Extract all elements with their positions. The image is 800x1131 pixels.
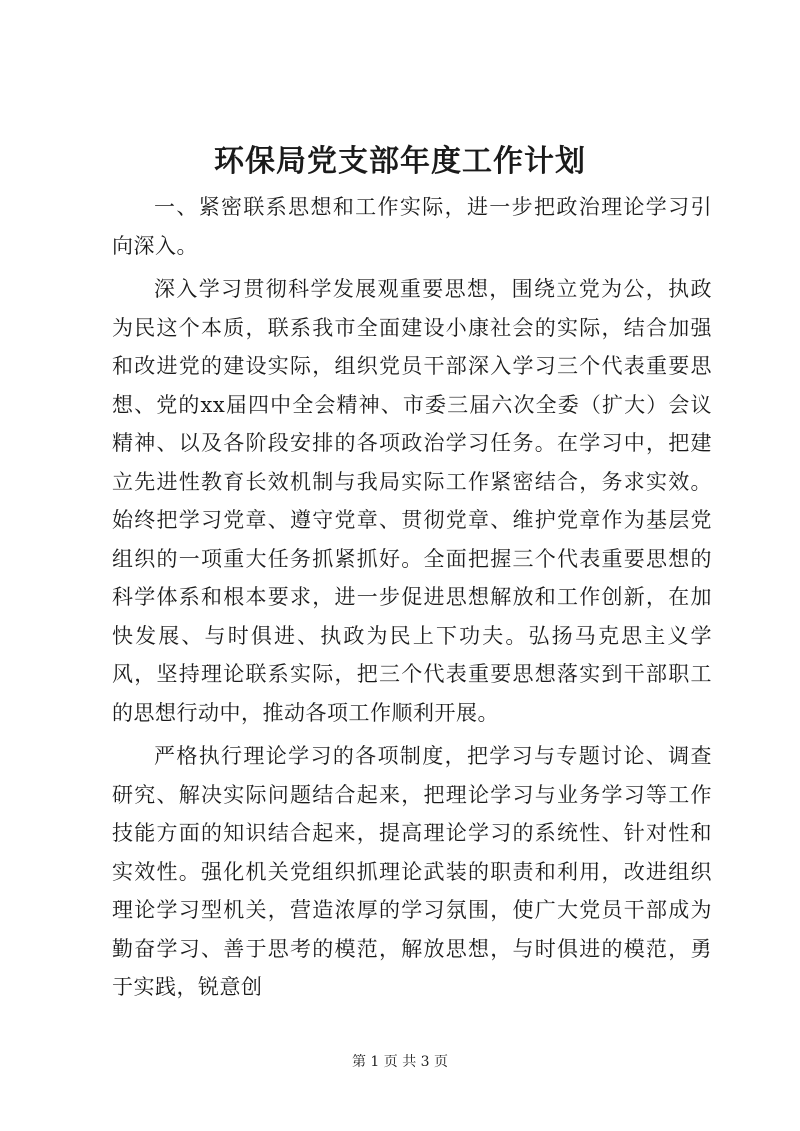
page-footer: 第 1 页 共 3 页 [351, 1054, 449, 1070]
paragraph-study-content: 深入学习贯彻科学发展观重要思想，围绕立党为公，执政为民这个本质，联系我市全面建设小康社会的实际，结合加强和改进党的建设实际，组织党员干部深入学习三个代表重要思想、党的xx届四中全会精神、市委三届六次全委（扩大）会议精神、以及各阶段安排的各项政治学习任务。在学习中，把建立先进性教育长效机制与我局实际工作紧密结合，务求实效。始终把学习党章、遵守党章、贯彻党章、维护党章作为基层党组织的一项重大任务抓紧抓好。全面把握三个代表重要思想的科学体系和根本要求，进一步促进思想解放和工作创新，在加快发展、与时俱进、执政为民上下功夫。弘扬马克思主义学风，坚持理论联系实际，把三个代表重要思想落实到干部职工的思想行动中，推动各项工作顺利开展。 [112, 277, 712, 725]
document-title: 环保局党支部年度工作计划 [214, 144, 586, 179]
document-body [112, 188, 712, 1012]
paragraph-section-heading: 一、紧密联系思想和工作实际，进一步把政治理论学习引向深入。 [112, 195, 712, 258]
paragraph-study-system: 严格执行理论学习的各项制度，把学习与专题讨论、调查研究、解决实际问题结合起来，把理论学习与业务学习等工作技能方面的知识结合起来，提高理论学习的系统性、针对性和实效性。强化机关党组织抓理论武装的职责和利用，改进组织理论学习型机关，营造浓厚的学习氛围，使广大党员干部成为勤奋学习、善于思考的模范，解放思想，与时俱进的模范，勇于实践，锐意创 [112, 744, 712, 999]
